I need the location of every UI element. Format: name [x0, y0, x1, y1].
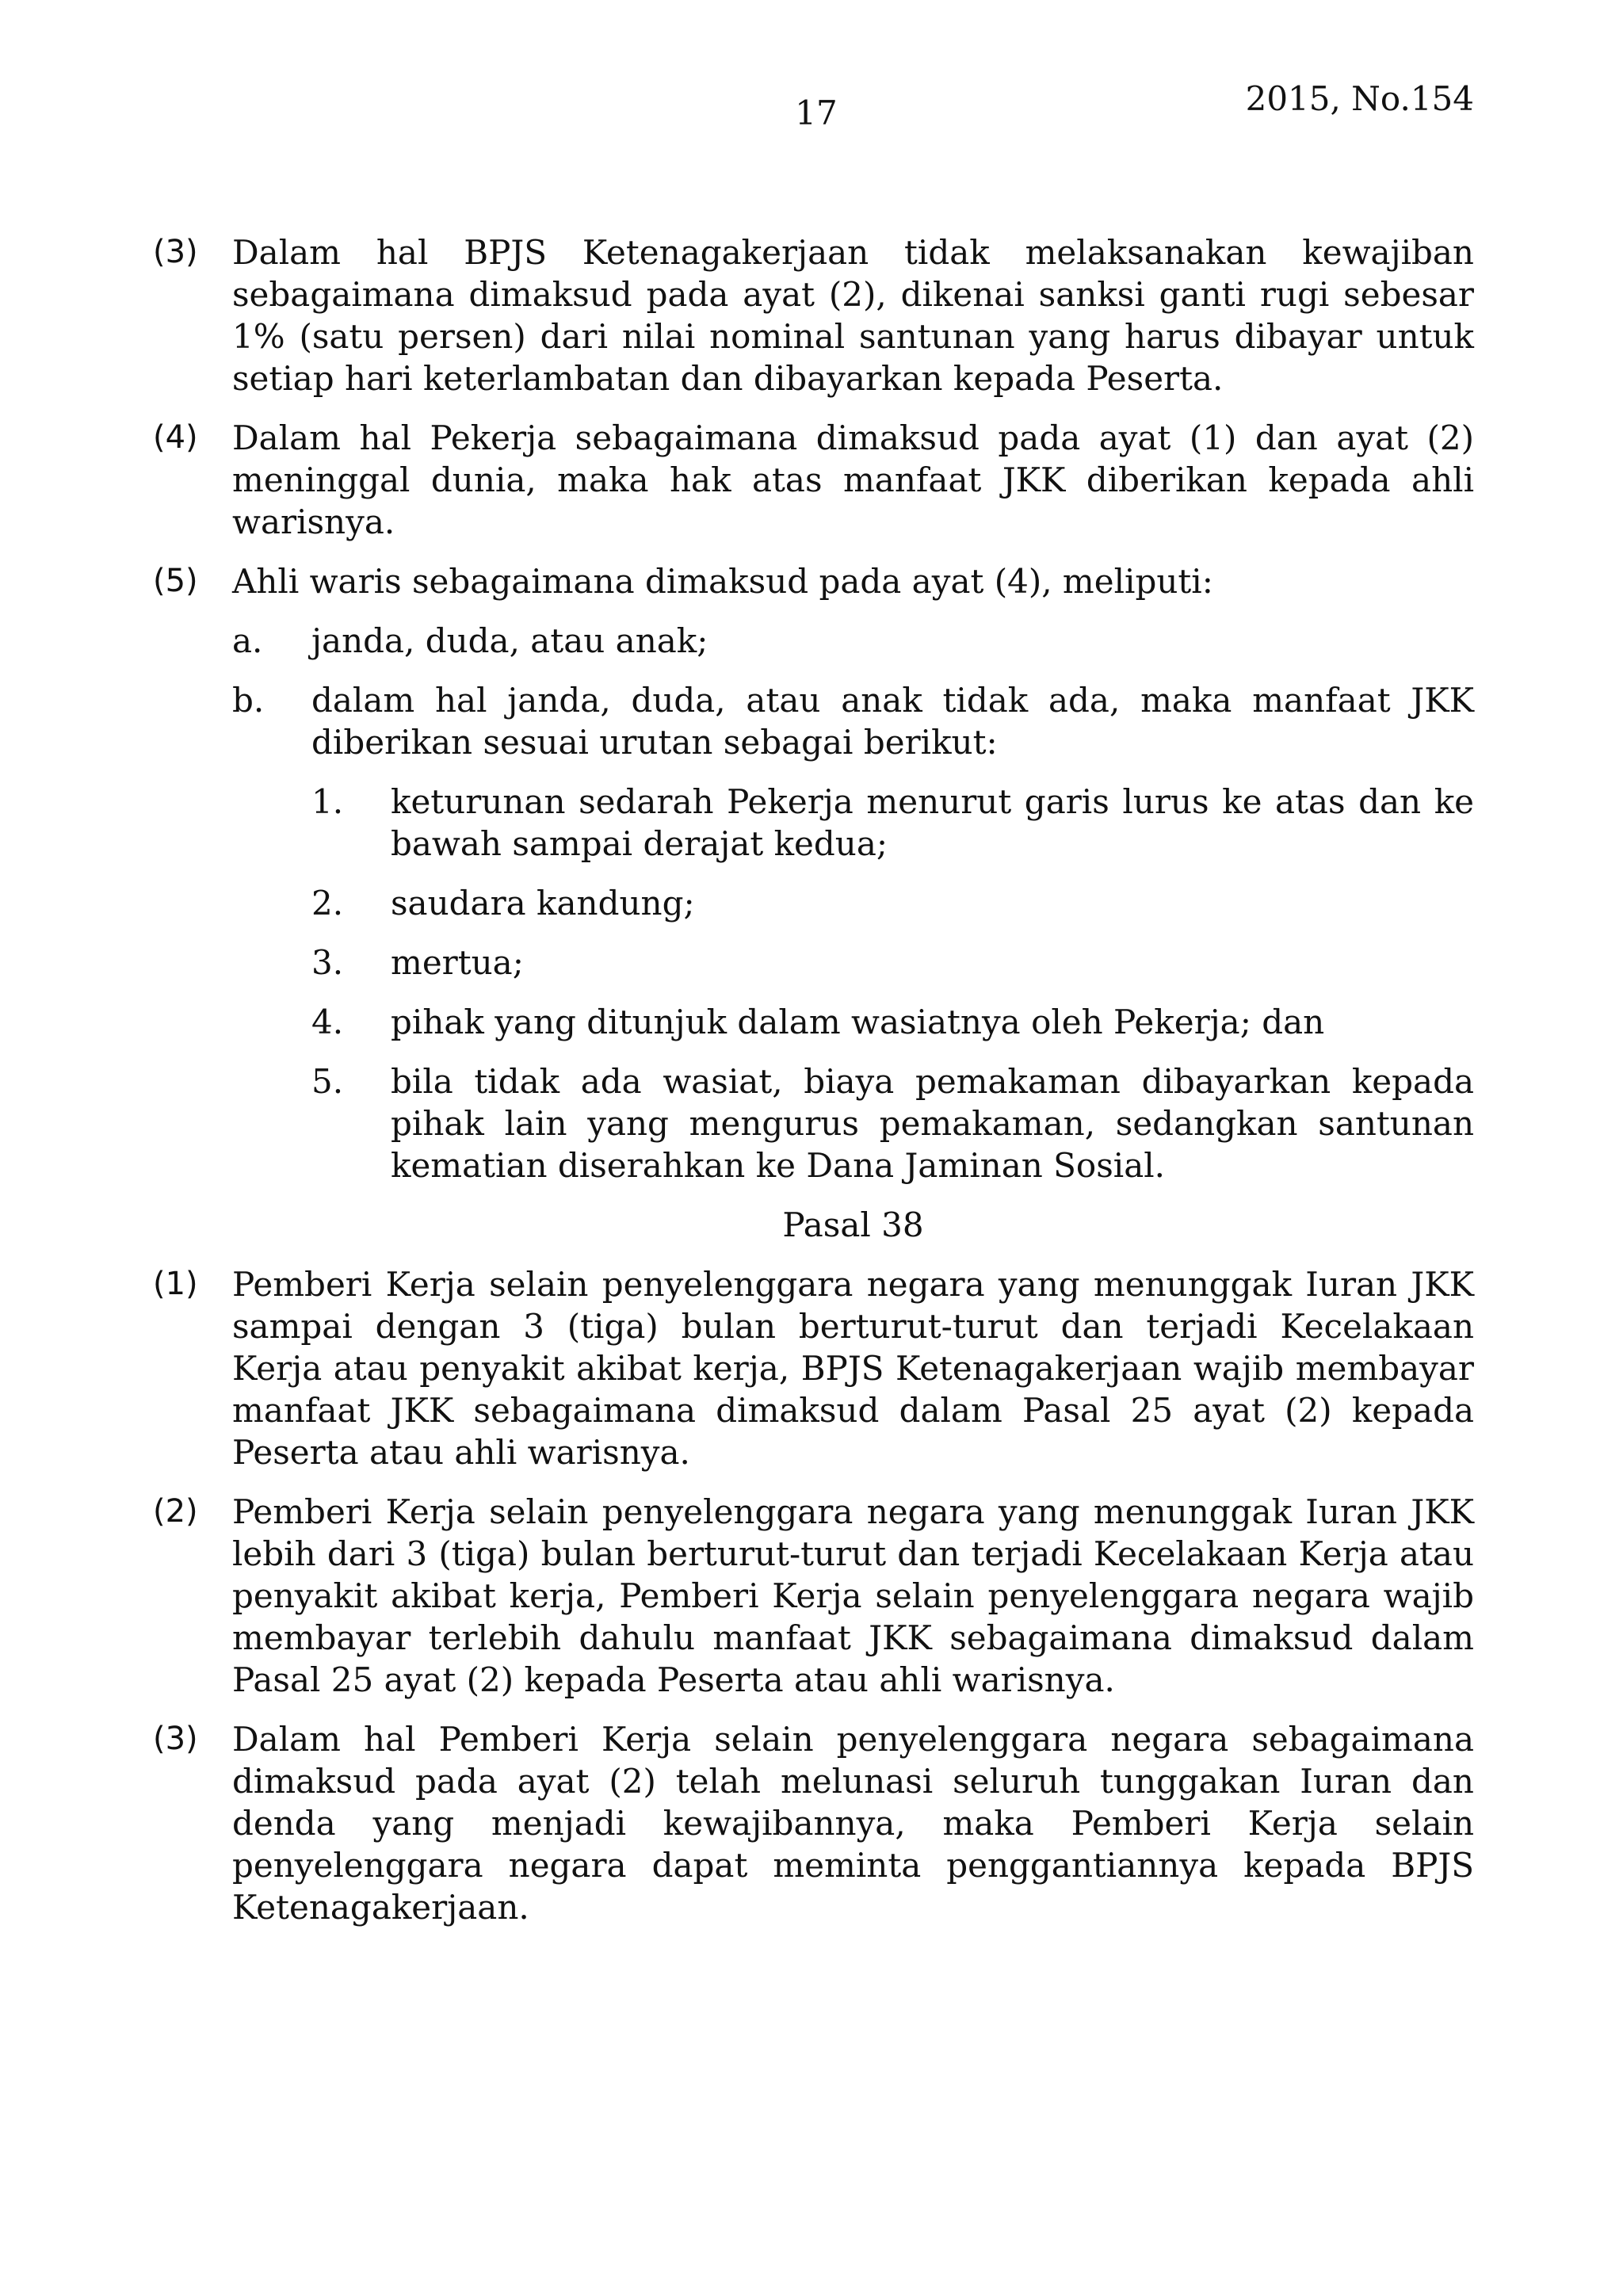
paragraph-number: (4)	[153, 419, 198, 456]
paragraph-number: (3)	[153, 234, 198, 270]
nested-list-item	[311, 942, 1474, 984]
nested-list-item	[311, 1060, 1474, 1186]
nested-list-text: mertua;	[391, 943, 524, 982]
sub-item	[232, 679, 1474, 763]
paragraph-text: Dalam hal BPJS Ketenagakerjaan tidak melaksanakan kewajiban sebagaimana dimaksud pada ayat (2), dikenai sanksi ganti rugi sebesar 1% (satu persen) dari nilai nominal santunan yang harus dibayar untuk setiap hari keterlambatan dan dibayarkan kepada Peserta.	[232, 233, 1474, 398]
sub-item-text: dalam hal janda, duda, atau anak tidak ada, maka manfaat JKK diberikan sesuai urutan sebagai berikut:	[311, 681, 1474, 762]
paragraph-item	[153, 417, 1474, 543]
paragraph-text: Dalam hal Pemberi Kerja selain penyelenggara negara sebagaimana dimaksud pada ayat (2) telah melunasi seluruh tunggakan Iuran dan denda yang menjadi kewajibannya, maka Pemberi Kerja selain penyelenggara negara dapat meminta penggantiannya kepada BPJS Ketenagakerjaan.	[232, 1720, 1474, 1927]
nested-list-text: pihak yang ditunjuk dalam wasiatnya oleh Pekerja; dan	[391, 1003, 1325, 1041]
nested-list-number: 5.	[311, 1062, 344, 1101]
paragraph-text: Ahli waris sebagaimana dimaksud pada ayat (4), meliputi:	[232, 562, 1213, 601]
paragraph-number: (5)	[153, 563, 198, 599]
nested-list-text: bila tidak ada wasiat, biaya pemakaman dibayarkan kepada pihak lain yang mengurus pemakaman, sedangkan santunan kematian diserahkan ke Dana Jaminan Sosial.	[391, 1062, 1474, 1185]
paragraph-text: Pemberi Kerja selain penyelenggara negara yang menunggak Iuran JKK sampai dengan 3 (tiga) bulan berturut-turut dan terjadi Kecelakaan Kerja atau penyakit akibat kerja, BPJS Ketenagakerjaan wajib membayar manfaat JKK sebagaimana dimaksud dalam Pasal 25 ayat (2) kepada Peserta atau ahli warisnya.	[232, 1265, 1474, 1472]
sub-item-letter: b.	[232, 681, 265, 720]
nested-list-number: 4.	[311, 1003, 344, 1041]
sub-item	[232, 620, 1474, 662]
nested-list-number: 3.	[311, 943, 344, 982]
document-body	[153, 231, 1474, 1946]
paragraph-item	[153, 1491, 1474, 1701]
paragraph-text: Pemberi Kerja selain penyelenggara negara yang menunggak Iuran JKK lebih dari 3 (tiga) bulan berturut-turut dan terjadi Kecelakaan Kerja atau penyakit akibat kerja, Pemberi Kerja selain penyelenggara negara wajib membayar terlebih dahulu manfaat JKK sebagaimana dimaksud dalam Pasal 25 ayat (2) kepada Peserta atau ahli warisnya.	[232, 1492, 1474, 1699]
nested-list-item	[311, 781, 1474, 865]
nested-list-item	[311, 1001, 1474, 1043]
paragraph-number: (3)	[153, 1721, 198, 1757]
paragraph-item	[153, 1263, 1474, 1473]
paragraph-item	[153, 1718, 1474, 1928]
paragraph-number: (1)	[153, 1266, 198, 1302]
paragraph-text: Dalam hal Pekerja sebagaimana dimaksud pada ayat (1) dan ayat (2) meninggal dunia, maka hak atas manfaat JKK diberikan kepada ahli warisnya.	[232, 418, 1474, 541]
paragraph-number: (2)	[153, 1493, 198, 1530]
nested-list-number: 1.	[311, 782, 344, 821]
nested-list-text: saudara kandung;	[391, 884, 695, 923]
article-heading: Pasal 38	[782, 1205, 924, 1244]
nested-list-item	[311, 882, 1474, 924]
page-number: 17	[795, 94, 838, 132]
sub-item-text: janda, duda, atau anak;	[311, 621, 708, 660]
paragraph-item	[153, 231, 1474, 399]
nested-list-text: keturunan sedarah Pekerja menurut garis lurus ke atas dan ke bawah sampai derajat kedua;	[391, 782, 1474, 863]
document-reference: 2015, No.154	[1245, 79, 1474, 118]
sub-item-letter: a.	[232, 621, 263, 660]
paragraph-item	[153, 560, 1474, 602]
nested-list-number: 2.	[311, 884, 344, 923]
